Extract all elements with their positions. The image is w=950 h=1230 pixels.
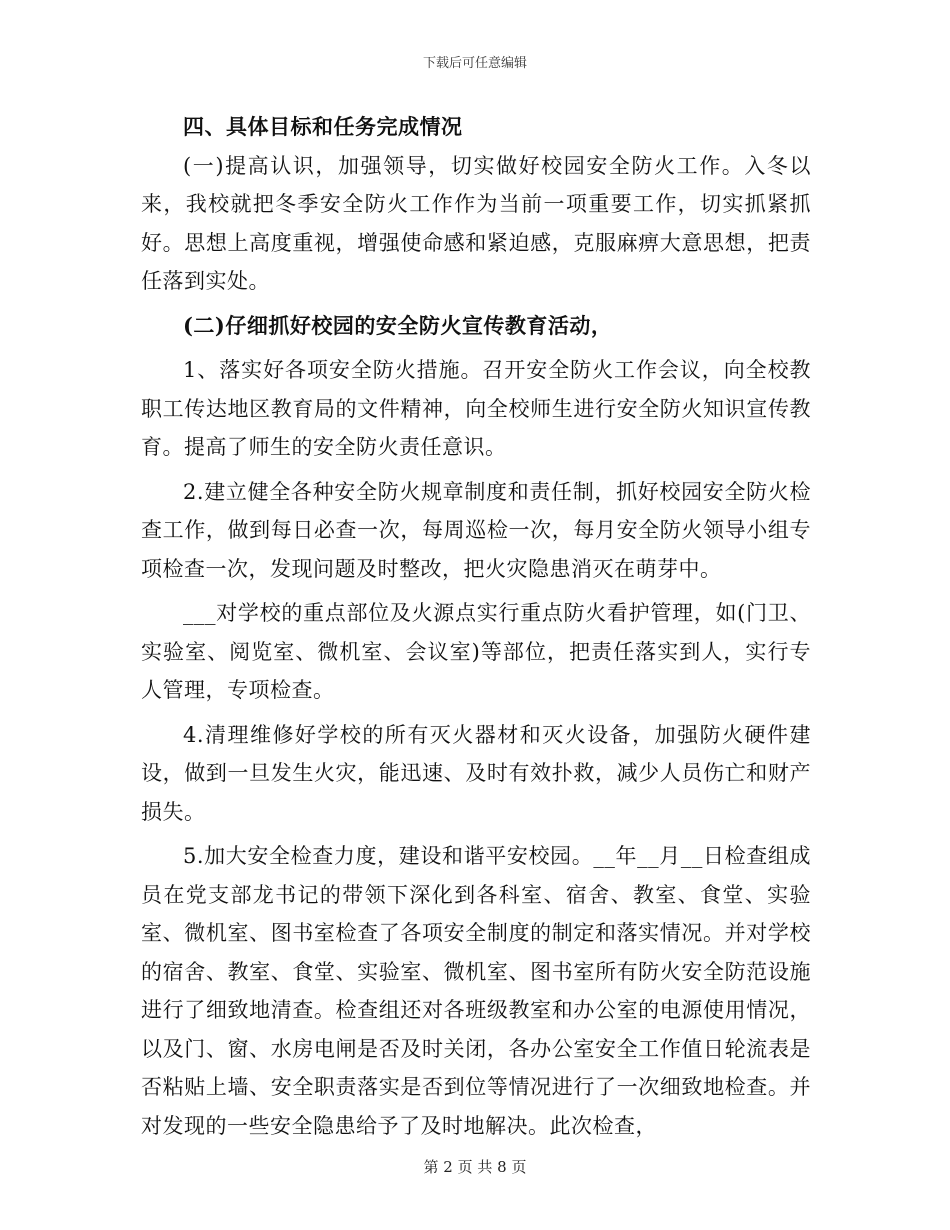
paragraph-5: 4.清理维修好学校的所有灭火器材和灭火设备，加强防火硬件建设，做到一旦发生火灾，能迅速、及时有效扑救，减少人员伤亡和财产损失。 (141, 722, 811, 824)
subheading: (二)仔细抓好校园的安全防火宣传教育活动， (183, 312, 613, 338)
paragraph-4: ___对学校的重点部位及火源点实行重点防火看护管理，如(门卫、实验室、阅览室、微机室、会议室)等部位，把责任落实到人，实行专人管理，专项检查。 (141, 601, 811, 702)
paragraph-6: 5.加大安全检查力度，建设和谐平安校园。__年__月__日检查组成员在党支部龙书记的带领下深化到各科室、宿舍、教室、食堂、实验室、微机室、图书室检查了各项安全制度的制定和落实情况。并对学校的宿舍、教室、食堂、实验室、微机室、图书室所有防火安全防范设施进行了细致地清查。检查组还对各班级教室和办公室的电源使用情况，以及门、窗、水房电闸是否及时关闭，各办公室安全工作值日轮流表是否粘贴上墙、安全职责落实是否到位等情况进行了一次细致地检查。并对发现的一些安全隐患给予了及时地解决。此次检查， (141, 844, 811, 1138)
document-body (141, 108, 811, 1145)
paragraph-2: 1、落实好各项安全防火措施。召开安全防火工作会议，向全校教职工传达地区教育局的文件精神，向全校师生进行安全防火知识宣传教育。提高了师生的安全防火责任意识。 (141, 358, 811, 459)
paragraph-3: 2.建立健全各种安全防火规章制度和责任制，抓好校园安全防火检查工作，做到每日必查一次，每周巡检一次，每月安全防火领导小组专项检查一次，发现问题及时整改，把火灾隐患消灭在萌芽中。 (141, 479, 811, 581)
page-number: 第 2 页 共 8 页 (423, 1158, 527, 1176)
header-note: 下载后可任意编辑 (422, 56, 527, 71)
paragraph-1: (一)提高认识，加强领导，切实做好校园安全防火工作。入冬以来，我校就把冬季安全防火工作作为当前一项重要工作，切实抓紧抓好。思想上高度重视，增强使命感和紧迫感，克服麻痹大意思想，把责任落到实处。 (141, 153, 811, 293)
section-title: 四、具体目标和任务完成情况 (183, 114, 463, 139)
